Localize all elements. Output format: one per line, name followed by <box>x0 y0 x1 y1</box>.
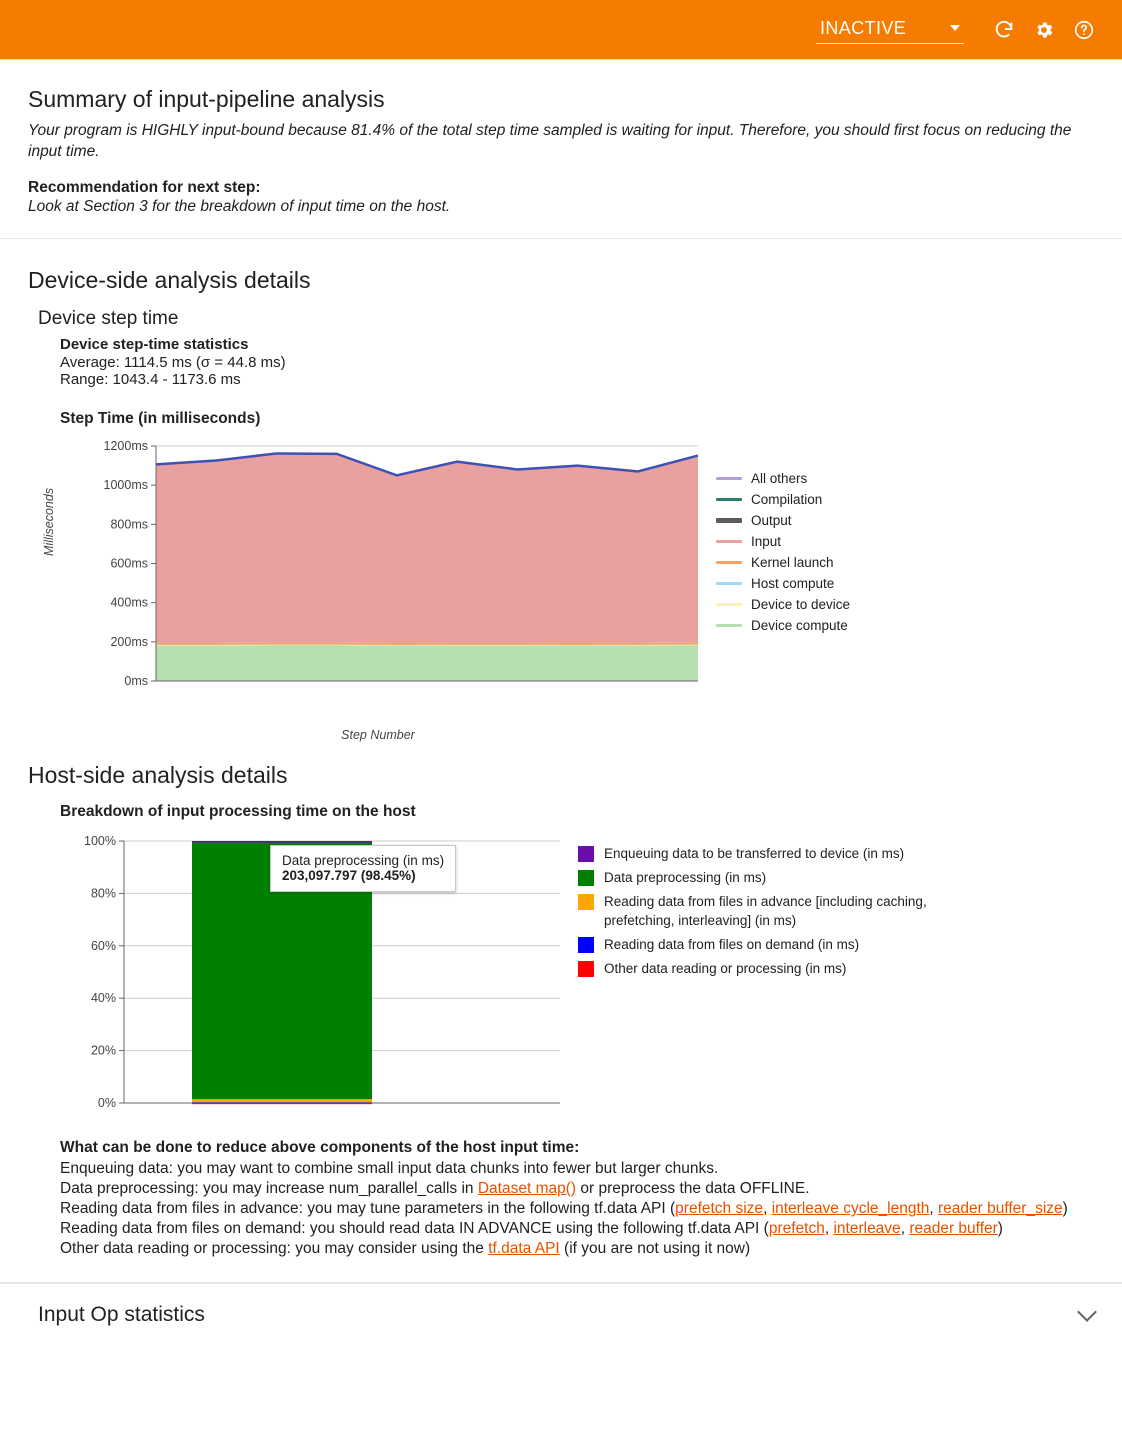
advice-line <box>60 1159 1094 1179</box>
step-time-chart <box>42 436 708 742</box>
legend-label: Input <box>751 533 782 549</box>
step-time-chart-row <box>28 436 1094 742</box>
legend-item[interactable] <box>716 615 850 636</box>
svg-text:0ms: 0ms <box>124 673 148 688</box>
advice-text: (if you are not using it now) <box>559 1240 751 1258</box>
chart-tooltip <box>270 845 456 892</box>
input-op-statistics-title: Input Op statistics <box>38 1303 205 1327</box>
advice-body <box>60 1159 1094 1260</box>
advice-text: , <box>900 1220 910 1238</box>
step-time-chart-title: Step Time (in milliseconds) <box>60 409 261 427</box>
settings-button[interactable] <box>1024 10 1064 50</box>
legend-label: Reading data from files on demand (in ms) <box>604 936 860 952</box>
advice-link[interactable]: Dataset map() <box>477 1179 577 1197</box>
capture-status-value: INACTIVE <box>820 17 907 38</box>
step-time-y-axis-label: Milliseconds <box>42 487 56 556</box>
host-chart-row <box>28 827 1094 1127</box>
advice-link[interactable]: interleave cycle_length <box>771 1200 930 1218</box>
advice-text: Data preprocessing: you may increase num_parallel_calls in <box>60 1179 478 1197</box>
device-stats-title: Device step-time statistics <box>60 335 249 353</box>
host-analysis-title: Host-side analysis details <box>28 761 288 788</box>
svg-text:1200ms: 1200ms <box>103 438 148 453</box>
legend-swatch-icon <box>716 582 742 585</box>
advice-line <box>60 1199 1094 1219</box>
legend-swatch-icon <box>578 870 594 886</box>
svg-text:200ms: 200ms <box>110 634 148 649</box>
legend-swatch-icon <box>716 624 742 627</box>
page-title: Summary of input-pipeline analysis <box>28 86 385 112</box>
advice-line <box>60 1219 1094 1239</box>
advice-text: Enqueuing data: you may want to combine small input data chunks into fewer but larger chunks. <box>60 1159 719 1177</box>
advice-link[interactable]: prefetch size <box>675 1200 764 1218</box>
legend-item[interactable] <box>716 468 850 489</box>
legend-item[interactable] <box>578 936 934 954</box>
tooltip-value: 203,097.797 (98.45%) <box>282 867 416 883</box>
advice-text: , <box>929 1200 938 1218</box>
advice-text: Other data reading or processing: you may consider using the <box>60 1240 489 1258</box>
legend-item[interactable] <box>716 594 850 615</box>
host-breakdown-title: Breakdown of input processing time on the host <box>60 802 416 820</box>
legend-label: Kernel launch <box>751 554 834 570</box>
legend-swatch-icon <box>578 961 594 977</box>
legend-swatch-icon <box>578 894 594 910</box>
legend-swatch-icon <box>716 498 742 501</box>
recommendation-title: Recommendation for next step: <box>28 178 261 196</box>
legend-label: Enqueuing data to be transferred to device (in ms) <box>604 845 905 861</box>
chevron-down-icon <box>950 25 960 31</box>
advice-text: ) <box>997 1220 1003 1238</box>
input-op-statistics-panel[interactable] <box>0 1283 1122 1347</box>
legend-item[interactable] <box>578 845 934 863</box>
advice-title: What can be done to reduce above components of the host input time: <box>60 1138 580 1156</box>
step-time-plot <box>48 436 708 721</box>
advice-text: ) <box>1062 1200 1068 1218</box>
device-step-time-title: Device step time <box>38 307 179 329</box>
advice-text: Reading data from files on demand: you should read data IN ADVANCE using the following tf.data API ( <box>60 1220 769 1238</box>
tooltip-label: Data preprocessing (in ms) <box>282 852 445 868</box>
legend-item[interactable] <box>716 531 850 552</box>
svg-text:60%: 60% <box>90 938 116 953</box>
host-breakdown-chart <box>52 827 572 1127</box>
legend-label: Output <box>751 512 792 528</box>
step-time-legend <box>716 468 850 636</box>
legend-swatch-icon <box>716 561 742 564</box>
top-toolbar <box>0 0 1122 60</box>
advice-text: , <box>824 1220 834 1238</box>
legend-swatch-icon <box>716 540 742 543</box>
svg-text:0%: 0% <box>97 1095 116 1110</box>
legend-item[interactable] <box>716 552 850 573</box>
help-button[interactable] <box>1064 10 1104 50</box>
summary-text: Your program is HIGHLY input-bound because 81.4% of the total step time sampled is waiting for input. Therefore, you should first focus on reducing the input time. <box>28 122 1072 160</box>
refresh-button[interactable] <box>984 10 1024 50</box>
svg-text:40%: 40% <box>90 991 116 1006</box>
legend-item[interactable] <box>716 573 850 594</box>
svg-text:100%: 100% <box>84 833 116 848</box>
advice-link[interactable]: reader buffer_size <box>938 1200 1063 1218</box>
advice-link[interactable]: reader buffer <box>909 1220 998 1238</box>
recommendation-text: Look at Section 3 for the breakdown of input time on the host. <box>28 197 451 215</box>
svg-text:600ms: 600ms <box>110 556 148 571</box>
advice-link[interactable]: tf.data API <box>488 1240 560 1258</box>
advice-link[interactable]: interleave <box>833 1220 901 1238</box>
legend-item[interactable] <box>578 869 934 887</box>
device-stats-range: Range: 1043.4 - 1173.6 ms <box>60 370 241 388</box>
svg-text:20%: 20% <box>90 1043 116 1058</box>
legend-label: Device compute <box>751 617 848 633</box>
legend-swatch-icon <box>716 518 742 523</box>
legend-swatch-icon <box>716 477 742 480</box>
analysis-card <box>0 239 1122 1283</box>
advice-line <box>60 1179 1094 1199</box>
advice-text: Reading data from files in advance: you may tune parameters in the following tf.data API ( <box>60 1200 676 1218</box>
advice-line <box>60 1239 1094 1259</box>
capture-status-select[interactable] <box>816 16 964 44</box>
svg-text:400ms: 400ms <box>110 595 148 610</box>
svg-text:80%: 80% <box>90 886 116 901</box>
legend-label: Device to device <box>751 596 851 612</box>
step-time-x-axis-label: Step Number <box>341 727 415 742</box>
legend-label: Other data reading or processing (in ms) <box>604 960 847 976</box>
legend-item[interactable] <box>716 510 850 531</box>
host-breakdown-legend <box>578 845 934 984</box>
legend-swatch-icon <box>578 937 594 953</box>
device-analysis-title: Device-side analysis details <box>28 266 311 293</box>
svg-text:800ms: 800ms <box>110 517 148 532</box>
legend-label: All others <box>751 470 808 486</box>
legend-item[interactable] <box>716 489 850 510</box>
advice-text: , <box>763 1200 772 1218</box>
legend-swatch-icon <box>578 846 594 862</box>
summary-card <box>0 60 1122 239</box>
legend-label: Host compute <box>751 575 835 591</box>
legend-item[interactable] <box>578 893 934 929</box>
legend-swatch-icon <box>716 603 742 606</box>
device-stats-average: Average: 1114.5 ms (σ = 44.8 ms) <box>60 353 286 371</box>
advice-link[interactable]: prefetch <box>768 1220 825 1238</box>
advice-text: or preprocess the data OFFLINE. <box>576 1179 810 1197</box>
legend-item[interactable] <box>578 960 934 978</box>
chevron-down-icon[interactable] <box>1077 1302 1097 1322</box>
legend-label: Reading data from files in advance [including caching, prefetching, interleaving] (in ms) <box>604 894 927 928</box>
svg-text:1000ms: 1000ms <box>103 478 148 493</box>
legend-label: Compilation <box>751 491 823 507</box>
legend-label: Data preprocessing (in ms) <box>604 870 767 886</box>
